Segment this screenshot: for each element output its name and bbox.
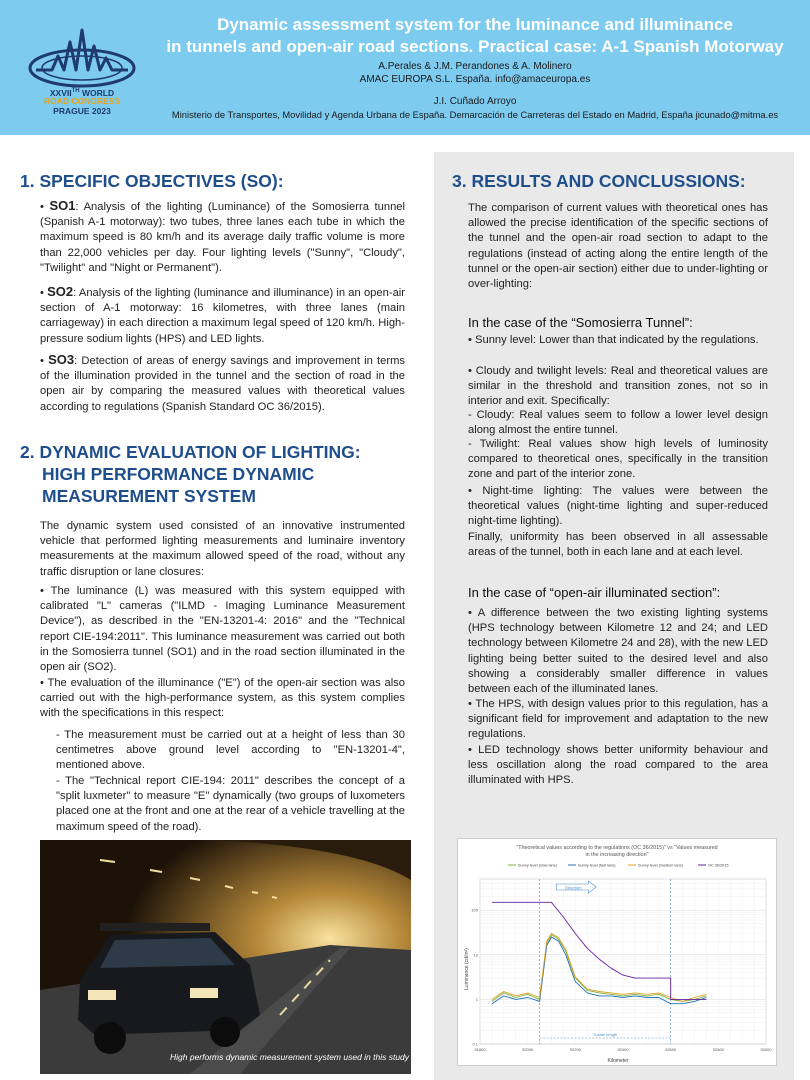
section2-split-luxmeter: - The "Technical report CIE-194: 2011" describes the concept of a "split luxmeter" to measure "E" dynamically (two groups of luxometers placed one at the front and one at the rear of a vehicle travelling at the maximum speed of the road).	[56, 775, 405, 833]
section2-heading-2: HIGH PERFORMANCE DYNAMIC	[42, 464, 315, 484]
section2-luminance: • The luminance (L) was measured with this system equipped with calibrated "L" cameras ("ILMD - Imaging Luminance Measurement Device"), as described in the "EN-13201-4: 2016" and the "Technical report CIE-194:2011". This luminance measurement was carried out both in the Somosierra tunnel (SO1) and in the road section illuminated in the open air (SO2).	[40, 585, 405, 674]
section2-height-req: - The measurement must be carried out at a height of less than 30 centimetres above ground level according to "EN-13201-4", mentioned above.	[56, 729, 405, 772]
luminance-chart-svg	[458, 839, 776, 1065]
x-tick-label: 92800	[712, 1047, 724, 1052]
affiliation-2: Ministerio de Transportes, Movilidad y Agenda Urbana de España. Demarcación de Carreteras del Estado en Madrid, España jicunado@mitma.es	[171, 109, 779, 120]
affiliation-1: AMAC EUROPA S.L. España. info@amaceuropa.es	[359, 74, 591, 85]
section2-heading-3: MEASUREMENT SYSTEM	[42, 486, 256, 506]
y-tick-label: 1	[475, 996, 478, 1002]
congress-logo	[22, 20, 142, 132]
section2-heading-1: 2. DYNAMIC EVALUATION OF LIGHTING:	[20, 442, 361, 462]
tunnel-photo	[40, 840, 411, 1074]
authors-1: A.Perales & J.M. Perandones & A. Molinero	[378, 61, 572, 72]
tunnel-cloudy: - Cloudy: Real values seem to follow a lower level design along almost the entire tunnel.	[468, 409, 768, 437]
section3-heading: 3. RESULTS AND CONCLUSSIONS:	[452, 171, 746, 191]
tunnel-twilight: - Twilight: Real values show high levels of luminosity compared to theoretical ones, specifically in the transition zone and part of the interior zone.	[468, 438, 768, 481]
results-intro: The comparison of current values with theoretical ones has allowed the precise identification of the specific sections of the tunnel and the open-air road section to adapt to the regulations (instead of acting along the entire length of the tunnel or the open-air section) either due to under-lighting or over-lighting:	[468, 202, 768, 291]
legend-label-1: Sunny level (fast lane)	[578, 863, 616, 868]
logo-line-1: XXVIITH WORLD	[49, 87, 115, 98]
tunnel-night: • Night-time lighting: The values were between the theoretical values (night-time lighting and super-reduced night-time lighting).	[468, 485, 768, 528]
y-tick-label: 100	[471, 907, 478, 913]
authors-2: J.I. Cuñado Arroyo	[433, 96, 517, 107]
y-tick-label: 0.1	[472, 1041, 478, 1047]
chart-title-line-1: "Theoretical values according to the regulations (OC 36/2015)" vs "Values measured	[516, 845, 718, 851]
tunnel-uniformity: Finally, uniformity has been observed in all assessable areas of the tunnel, both in each lane and at each level.	[468, 531, 768, 559]
poster-title	[150, 14, 800, 58]
so2-paragraph: • SO2: Analysis of the lighting (luminance and illuminance) in an open-air section of A-1 motorway: 16 kilometres, with three lanes (main carriageway) in each direction a maximum legal speed of 120 km/h. High-pressure sodium lights (HPS) and LED lights.	[40, 284, 406, 345]
poster-header	[0, 0, 810, 135]
logo-line-3: PRAGUE 2023	[53, 106, 111, 116]
chart-xlabel: Kilometer	[607, 1058, 629, 1064]
photo-caption: High performs dynamic measurement system used in this study	[170, 1052, 410, 1062]
openair-subheading: In the case of “open-air illuminated section”:	[468, 585, 721, 600]
openair-hps-led: • A difference between the two existing lighting systems (HPS technology between Kilometre 12 and 24; and LED technology between Kilometre 24 and 28), with the new LED lighting being better suited to the desired level and also showing a considerably smaller difference in values between each of the illuminated lanes.	[468, 607, 768, 696]
section2-illuminance: • The evaluation of the illuminance ("E") of the open-air section was also carried out with the high-performance system, as this system complies with the specifications in this respect:	[40, 677, 405, 720]
tunnel-sunny: • Sunny level: Lower than that indicated by the regulations.	[468, 334, 759, 346]
tunnel-vehicle-image	[40, 840, 411, 1074]
luminance-chart	[457, 838, 777, 1066]
section2-intro: The dynamic system used consisted of an innovative instrumented vehicle that performed lighting measurements and luminaire inventory measurements at the maximum allowed speed of the road, without any traffic disruption or lane closures:	[40, 520, 405, 578]
logo-line-2: ROAD CONGRESS	[43, 96, 121, 106]
so3-paragraph: • SO3: Detection of areas of energy savings and improvement in terms of the illumination provided in the tunnel and the section of road in the open air by comparing the measured values with theoretical values according to regulations (Spanish Standard OC 36/2015).	[40, 352, 405, 413]
title-line-1: Dynamic assessment system for the luminance and illuminance	[217, 15, 733, 34]
chart-ylabel: Luminance (cd/m²)	[464, 948, 470, 990]
direction-label: Direction	[565, 885, 582, 891]
legend-label-0: Sunny level (slow lane)	[518, 863, 558, 868]
x-tick-label: 93000	[760, 1047, 772, 1052]
chart-legend	[508, 864, 728, 868]
so1-paragraph: • SO1: Analysis of the lighting (Luminance) of the Somosierra tunnel (Spanish A-1 motorway): two tubes, three lanes each tube in which the maximum speed is 80 km/h and its average daily traffic volume is more than 22,000 vehicles per day. Four lighting levels ("Sunny", "Cloudy", "Twilight" and "Night or Permanent").	[40, 198, 405, 274]
legend-label-3: OC 36/2015	[708, 863, 729, 868]
x-tick-label: 91800	[474, 1047, 486, 1052]
x-tick-label: 92000	[522, 1047, 534, 1052]
x-tick-label: 92600	[665, 1047, 677, 1052]
tunnel-length-label: Tunnel length	[593, 1032, 618, 1037]
tunnel-cloudy-twilight: • Cloudy and twilight levels: Real and theoretical values are similar in the threshold and transition zones, not so in interior and exit. Specifically:	[468, 365, 768, 408]
section1-heading: 1. SPECIFIC OBJECTIVES (SO):	[20, 171, 284, 191]
legend-label-2: Sunny level (medium lane)	[638, 863, 683, 868]
title-line-2: in tunnels and open-air road sections. Practical case: A-1 Spanish Motorway	[166, 37, 784, 56]
y-tick-label: 10	[473, 952, 478, 958]
tunnel-subheading: In the case of the “Somosierra Tunnel”:	[468, 315, 693, 330]
congress-logo-icon	[22, 20, 142, 92]
chart-grid	[480, 879, 766, 1044]
chart-title-line-2: in the increasing direction"	[585, 852, 649, 858]
openair-led: • LED technology shows better uniformity behaviour and less oscillation along the road compared to the area illuminated with HPS.	[468, 744, 768, 787]
x-tick-label: 92400	[617, 1047, 629, 1052]
openair-hps: • The HPS, with design values prior to this regulation, has a significant field for improvement and adaptation to the new regulations.	[468, 698, 768, 741]
x-tick-label: 92200	[569, 1047, 581, 1052]
